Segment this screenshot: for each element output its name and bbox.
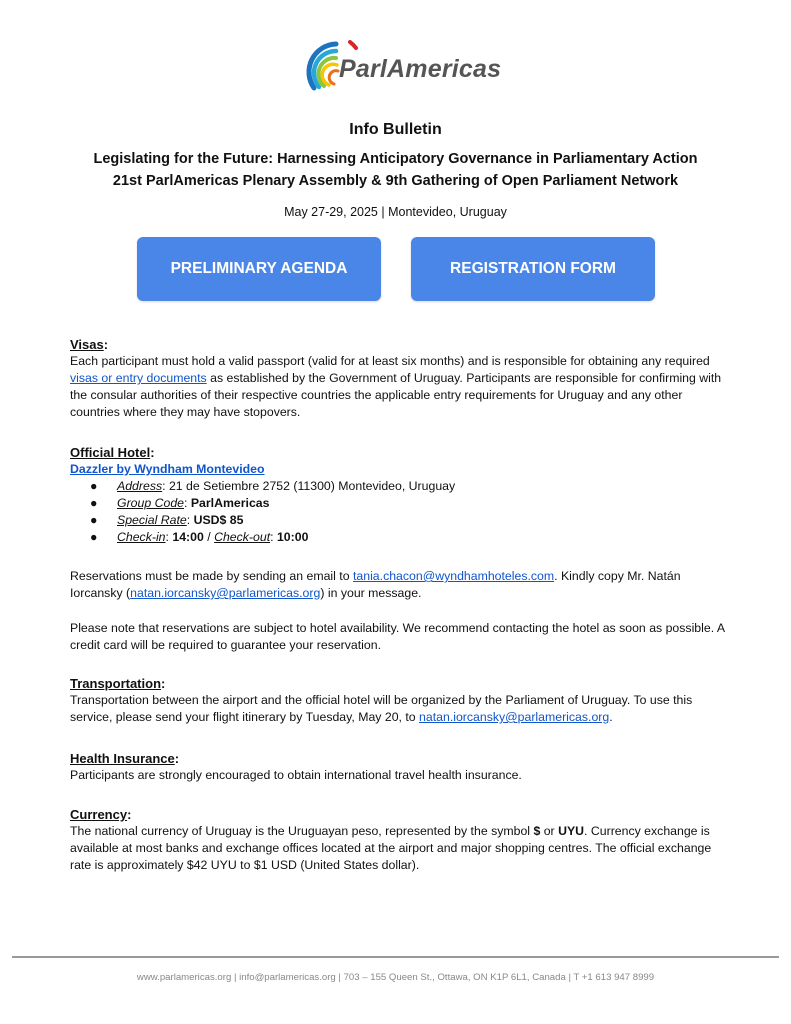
list-item: ● Address: 21 de Setiembre 2752 (11300) Montevideo, Uruguay	[90, 479, 456, 493]
subtitle-line-1: Legislating for the Future: Harnessing Anticipatory Governance in Parliamentary Action	[93, 151, 698, 167]
hotel-note: Please note that reservations are subject to hotel availability. We recommend contacting the hotel as soon as possible. A credit card will be required to guarantee your reservation.	[70, 621, 725, 652]
copy-email-link[interactable]: natan.iorcansky@parlamericas.org	[130, 586, 321, 600]
date-location: May 27-29, 2025 | Montevideo, Uruguay	[284, 205, 507, 219]
visas-text: Each participant must hold a valid passport (valid for at least six months) and is responsible for obtaining any required visas or entry documents as established by the Government of Uruguay. Participants are responsible for confirming with the consular authorities of their respective countries the applicable entry requirements for Uruguay and any other countries where they may have stopovers.	[70, 354, 722, 419]
visas-heading: Visas:	[70, 337, 109, 352]
health-text: Participants are strongly encouraged to obtain international travel health insurance.	[70, 768, 522, 782]
logo-arc-6	[350, 42, 356, 48]
hotel-name-link[interactable]: Dazzler by Wyndham Montevideo	[70, 462, 265, 476]
currency-text: The national currency of Uruguay is the Uruguayan peso, represented by the symbol $ or UYU. Currency exchange is available at most banks and exchange offices located at the airport and major shopping centres. The official exchange rate is approximately $42 UYU to $1 USD (United States dollar).	[70, 824, 712, 872]
hotel-details-list	[70, 478, 730, 546]
transportation-section	[70, 675, 730, 726]
hotel-section	[70, 444, 730, 546]
transportation-text: Transportation between the airport and the official hotel will be organized by the Parliament of Uruguay. To use this service, please send your flight itinerary by Tuesday, May 20, to natan.iorcansky@parlamericas.org.	[70, 693, 693, 724]
currency-heading: Currency:	[70, 807, 132, 822]
reservation-paragraph: Reservations must be made by sending an email to tania.chacon@wyndhamhoteles.com. Kindly copy Mr. Natán Iorcansky (natan.iorcansky@parlamericas.org) in your message.	[70, 569, 681, 600]
logo-text: ParlAmericas	[339, 55, 502, 83]
health-section	[70, 750, 730, 784]
visas-link[interactable]: visas or entry documents	[70, 371, 207, 385]
logo-arc-5	[329, 71, 338, 84]
subtitle-line-2: 21st ParlAmericas Plenary Assembly & 9th Gathering of Open Parliament Network	[112, 173, 679, 189]
page-title: Info Bulletin	[349, 121, 442, 138]
hotel-heading: Official Hotel:	[70, 445, 155, 460]
transportation-heading: Transportation:	[70, 676, 166, 691]
footer-contact: www.parlamericas.org | info@parlamericas.org | 703 – 155 Queen St., Ottawa, ON K1P 6L1, Canada | T +1 613 947 8999	[136, 972, 655, 983]
visas-section	[70, 336, 730, 421]
list-item: ● Group Code: ParlAmericas	[90, 496, 270, 510]
reservation-email-link[interactable]: tania.chacon@wyndhamhoteles.com	[352, 569, 555, 583]
currency-section	[70, 806, 730, 874]
footer-divider	[12, 956, 779, 958]
preliminary-agenda-button[interactable]: PRELIMINARY AGENDA	[137, 237, 381, 301]
registration-form-button[interactable]: REGISTRATION FORM	[411, 237, 655, 301]
health-heading: Health Insurance:	[70, 751, 180, 766]
transportation-email-link[interactable]: natan.iorcansky@parlamericas.org	[419, 710, 610, 724]
list-item: ● Check-in: 14:00 / Check-out: 10:00	[90, 530, 309, 544]
list-item: ● Special Rate: USD$ 85	[90, 513, 244, 527]
